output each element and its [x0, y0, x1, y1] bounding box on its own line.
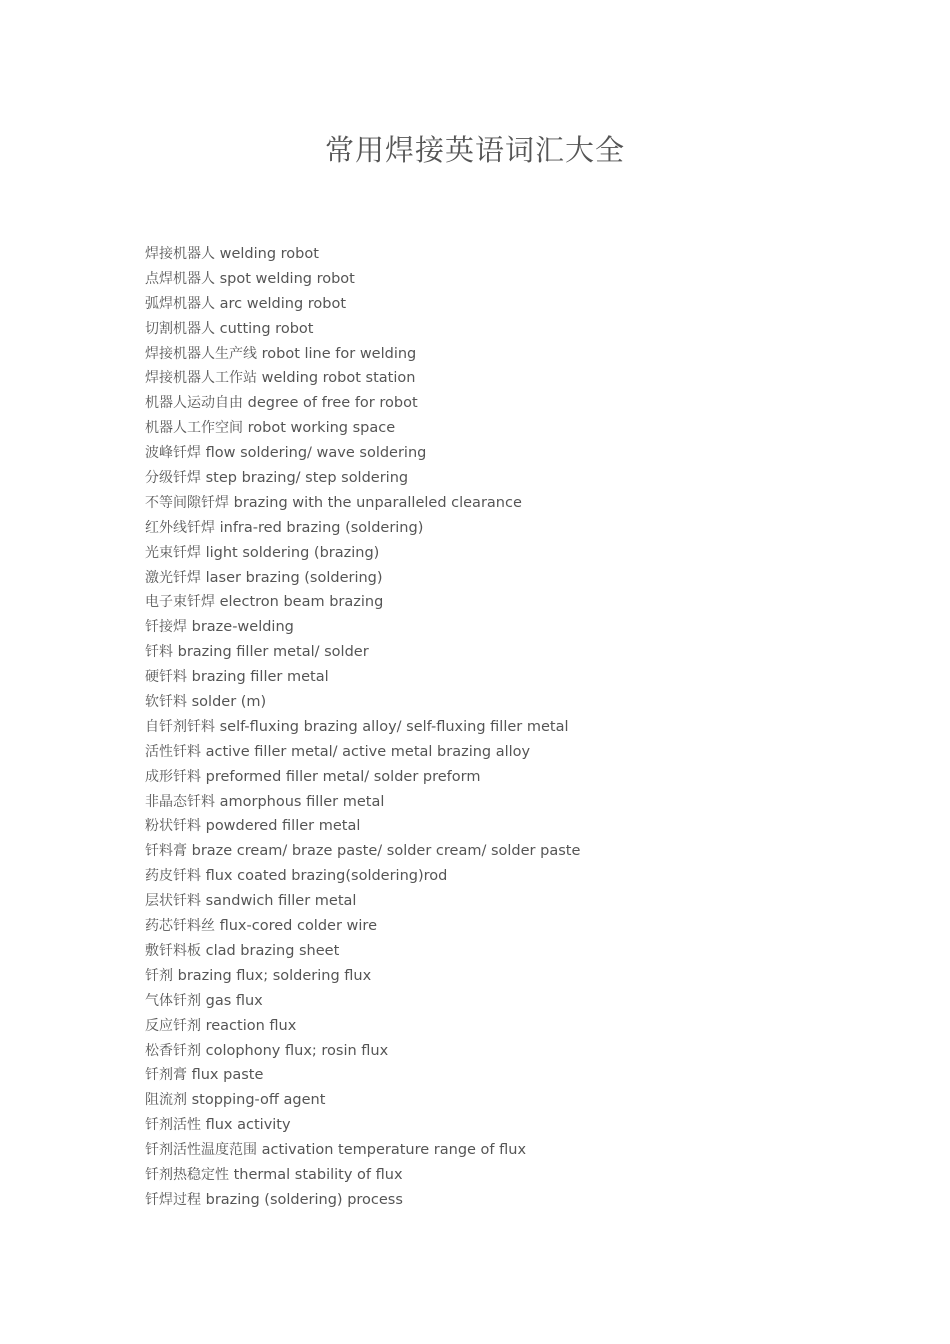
term-english: preformed filler metal/ solder preform [205, 768, 481, 785]
term-english: gas flux [205, 992, 263, 1009]
document-title: 常用焊接英语词汇大全 [324, 133, 625, 167]
glossary-entry [145, 864, 580, 889]
term-chinese: 焊接机器人 [145, 246, 215, 262]
glossary-entry [145, 814, 580, 839]
term-chinese: 敷钎料板 [145, 942, 201, 959]
term-english: brazing with the unparalleled clearance [233, 494, 522, 511]
term-english: arc welding robot [219, 295, 347, 312]
glossary-entry [145, 466, 580, 491]
term-chinese: 点焊机器人 [145, 270, 215, 287]
term-english: robot working space [247, 420, 396, 437]
term-english: welding robot station [261, 370, 416, 387]
glossary-entry [145, 914, 580, 939]
term-chinese: 钎接焊 [145, 619, 187, 636]
glossary-entry [145, 416, 580, 441]
term-english: powdered filler metal [205, 818, 361, 835]
term-chinese: 波峰钎焊 [145, 445, 201, 462]
glossary-entry [145, 765, 580, 790]
term-chinese: 成形钎料 [145, 768, 201, 785]
glossary-entry [145, 790, 580, 815]
term-english: activation temperature range of flux [261, 1142, 527, 1159]
term-english: brazing (soldering) process [205, 1191, 403, 1208]
term-english: flux paste [191, 1067, 264, 1084]
glossary-entry [145, 690, 580, 715]
term-chinese: 松香钎剂 [145, 1042, 201, 1059]
glossary-entry [145, 342, 580, 367]
term-chinese: 红外线钎焊 [145, 519, 215, 536]
glossary-entry [145, 1039, 580, 1064]
term-english: sandwich filler metal [205, 893, 357, 910]
term-chinese: 阻流剂 [145, 1092, 187, 1109]
glossary-entry [145, 292, 580, 317]
glossary-list [145, 242, 580, 1213]
term-english: infra-red brazing (soldering) [219, 519, 424, 536]
term-chinese: 气体钎剂 [145, 992, 201, 1009]
term-chinese: 活性钎料 [145, 743, 201, 760]
glossary-entry [145, 889, 580, 914]
term-english: brazing filler metal/ solder [177, 644, 369, 661]
term-english: laser brazing (soldering) [205, 569, 383, 586]
glossary-entry [145, 366, 580, 391]
term-english: robot line for welding [261, 345, 417, 362]
term-english: brazing flux; soldering flux [177, 967, 372, 984]
glossary-entry [145, 989, 580, 1014]
term-english: flow soldering/ wave soldering [205, 445, 427, 462]
term-chinese: 电子束钎焊 [145, 594, 215, 611]
term-english: reaction flux [205, 1017, 297, 1034]
term-chinese: 钎料 [145, 644, 173, 661]
term-chinese: 钎料膏 [145, 843, 187, 860]
glossary-entry [145, 491, 580, 516]
term-english: stopping-off agent [191, 1092, 326, 1109]
term-english: flux coated brazing(soldering)rod [205, 868, 448, 885]
glossary-entry [145, 839, 580, 864]
term-english: electron beam brazing [219, 594, 384, 611]
term-chinese: 钎剂 [145, 967, 173, 984]
term-english: self-fluxing brazing alloy/ self-fluxing filler metal [219, 718, 569, 735]
term-english: active filler metal/ active metal brazing alloy [205, 743, 531, 760]
term-english: braze-welding [191, 619, 294, 636]
glossary-entry [145, 615, 580, 640]
term-english: step brazing/ step soldering [205, 470, 409, 487]
glossary-entry [145, 1163, 580, 1188]
term-chinese: 层状钎料 [145, 893, 201, 910]
term-english: flux activity [205, 1117, 291, 1134]
glossary-entry [145, 1088, 580, 1113]
glossary-entry [145, 590, 580, 615]
term-chinese: 焊接机器人工作站 [145, 370, 257, 387]
term-english: degree of free for robot [247, 395, 418, 412]
term-chinese: 切割机器人 [145, 320, 215, 337]
glossary-entry [145, 1113, 580, 1138]
term-chinese: 钎剂活性 [145, 1117, 201, 1134]
glossary-entry [145, 1014, 580, 1039]
term-english: thermal stability of flux [233, 1166, 403, 1183]
term-chinese: 非晶态钎料 [145, 793, 215, 810]
term-english: brazing filler metal [191, 669, 329, 686]
glossary-entry [145, 516, 580, 541]
glossary-entry [145, 242, 580, 267]
term-chinese: 钎焊过程 [145, 1191, 201, 1208]
glossary-entry [145, 1138, 580, 1163]
term-chinese: 焊接机器人生产线 [145, 345, 257, 362]
term-chinese: 不等间隙钎焊 [145, 494, 229, 511]
glossary-entry [145, 640, 580, 665]
glossary-entry [145, 566, 580, 591]
term-chinese: 粉状钎料 [145, 818, 201, 835]
term-chinese: 分级钎焊 [145, 470, 201, 487]
glossary-entry [145, 1188, 580, 1213]
glossary-entry [145, 715, 580, 740]
term-chinese: 钎剂膏 [145, 1067, 187, 1084]
term-english: braze cream/ braze paste/ solder cream/ solder paste [191, 843, 581, 860]
term-english: spot welding robot [219, 270, 355, 287]
glossary-entry [145, 391, 580, 416]
glossary-entry [145, 267, 580, 292]
term-english: light soldering (brazing) [205, 544, 380, 561]
term-english: flux-cored colder wire [219, 918, 377, 935]
glossary-entry [145, 541, 580, 566]
term-chinese: 激光钎焊 [145, 569, 201, 586]
glossary-entry [145, 939, 580, 964]
glossary-entry [145, 441, 580, 466]
term-chinese: 药皮钎料 [145, 868, 201, 885]
term-chinese: 钎剂热稳定性 [145, 1166, 229, 1183]
term-english: welding robot [219, 246, 319, 262]
term-chinese: 钎剂活性温度范围 [145, 1142, 257, 1159]
term-chinese: 自钎剂钎料 [145, 718, 215, 735]
glossary-entry [145, 317, 580, 342]
term-chinese: 机器人工作空间 [145, 420, 243, 437]
term-english: clad brazing sheet [205, 942, 340, 959]
glossary-entry [145, 740, 580, 765]
term-chinese: 机器人运动自由 [145, 395, 243, 412]
term-chinese: 光束钎焊 [145, 544, 201, 561]
term-english: solder (m) [191, 694, 267, 711]
glossary-entry [145, 964, 580, 989]
term-chinese: 硬钎料 [145, 669, 187, 686]
term-english: colophony flux; rosin flux [205, 1042, 389, 1059]
term-english: cutting robot [219, 320, 314, 337]
term-chinese: 弧焊机器人 [145, 295, 215, 312]
glossary-entry [145, 1063, 580, 1088]
term-chinese: 药芯钎料丝 [145, 918, 215, 935]
term-chinese: 软钎料 [145, 694, 187, 711]
term-chinese: 反应钎剂 [145, 1017, 201, 1034]
term-english: amorphous filler metal [219, 793, 385, 810]
glossary-entry [145, 665, 580, 690]
